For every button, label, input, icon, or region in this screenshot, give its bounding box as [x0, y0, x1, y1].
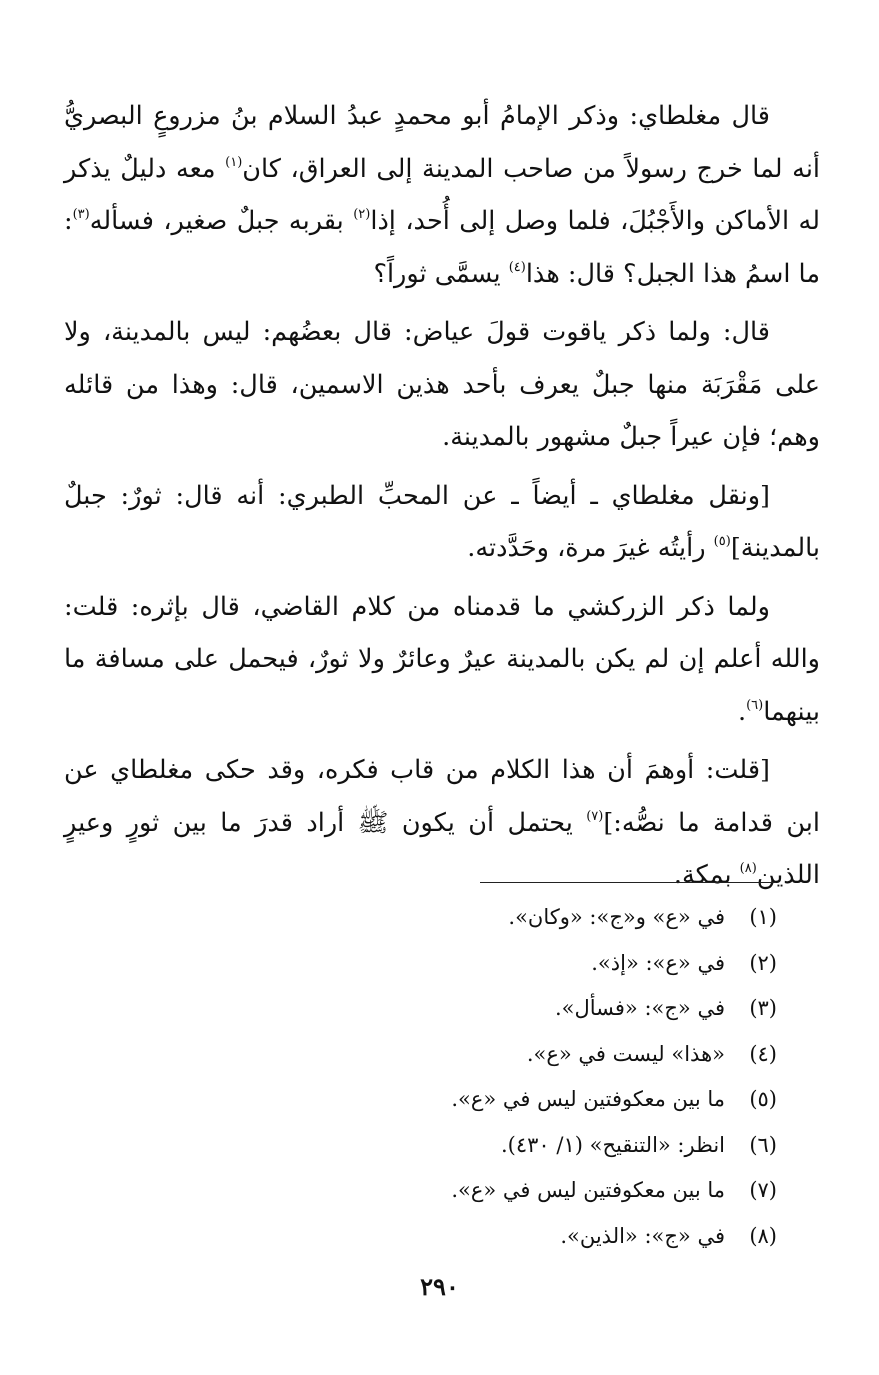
- paragraph: [64, 581, 820, 739]
- text-run: [قلت: أوهمَ أن هذا الكلام من قاب فكره، وقد حكى مغلطاي عن ابن قدامة ما نصُّه:]: [64, 755, 820, 838]
- footnote-marker: (٦): [746, 697, 764, 713]
- footnote-text: «هذا» ليست في «ع».: [526, 1041, 725, 1066]
- footnote-divider: [480, 882, 776, 883]
- footnote-marker: (١): [225, 154, 243, 170]
- footnote: [357, 941, 777, 987]
- footnote-number: (٨): [749, 1223, 777, 1248]
- text-run: بمكة.: [673, 860, 740, 890]
- footnote-number: (٤): [749, 1041, 777, 1066]
- main-text: [64, 90, 820, 908]
- footnote-text: في «ج»: «الذين».: [560, 1223, 725, 1248]
- footnote: [357, 1032, 777, 1078]
- footnote-marker: (٢): [353, 207, 371, 222]
- paragraph: [64, 744, 820, 902]
- footnote: [357, 986, 777, 1032]
- footnotes: [357, 895, 777, 1259]
- text-run: يسمَّى ثوراً؟: [373, 258, 509, 289]
- footnote-marker: (٤): [508, 259, 526, 275]
- page-number: ٢٩٠: [420, 1272, 459, 1301]
- footnote-text: ما بين معكوفتين ليس في «ع».: [451, 1087, 725, 1111]
- footnote-number: (٦): [749, 1132, 777, 1157]
- footnote-number: (١): [749, 905, 777, 929]
- text-run: رأيتُه غيرَ مرة، وحَدَّدته.: [467, 533, 714, 563]
- paragraph: [64, 306, 820, 464]
- footnote-text: ما بين معكوفتين ليس في «ع».: [451, 1178, 725, 1202]
- text-run: ولما ذكر الزركشي ما قدمناه من كلام القاضي، قال بإثره: قلت: والله أعلم إن لم يكن بالمدينة عيرٌ وعائرٌ ولا ثورٌ، فيحمل على مسافة ما بينهما: [64, 591, 820, 727]
- footnote-number: (٥): [749, 1087, 777, 1111]
- footnote: [357, 895, 777, 941]
- footnote-number: (٣): [749, 996, 777, 1020]
- footnote: [357, 1214, 777, 1260]
- footnote-marker: (٧): [586, 808, 604, 824]
- paragraph: [64, 90, 820, 300]
- footnote-number: (٧): [749, 1178, 777, 1202]
- text-run: معه دليلٌ يذكر له الأماكن والأَجْبُلَ، فلما وصل إلى أُحد، إذا: [64, 153, 820, 236]
- footnote-marker: (٨): [739, 861, 757, 876]
- footnote: [357, 1077, 777, 1123]
- footnote: [357, 1123, 777, 1169]
- footnote-marker: (٣): [72, 207, 90, 222]
- text-run: يحتمل أن يكون ﷺ أراد قدرَ ما بين ثورٍ وعيرٍ اللذين: [64, 807, 820, 890]
- footnote-text: في «ع»: «إذ».: [591, 950, 725, 975]
- footnote: [357, 1168, 777, 1214]
- text-run: .: [737, 696, 747, 727]
- text-run: [ونقل مغلطاي ـ أيضاً ـ عن المحبِّ الطبري: أنه قال: ثورٌ: جبلٌ بالمدينة]: [64, 480, 820, 563]
- footnote-text: في «ع» و«ج»: «وكان».: [508, 905, 725, 929]
- text-run: : ما اسمُ هذا الجبل؟ قال: هذا: [64, 206, 820, 289]
- text-run: بقربه جبلٌ صغير، فسأله: [89, 206, 354, 236]
- footnote-number: (٢): [749, 950, 777, 975]
- footnote-text: في «ج»: «فسأل».: [554, 996, 725, 1020]
- paragraph: [64, 470, 820, 575]
- text-run: قال مغلطاي: وذكر الإمامُ أبو محمدٍ عبدُ السلام بنُ مزروعٍ البصريُّ أنه لما خرج رسولاً من صاحب المدينة إلى العراق، كان: [64, 101, 820, 184]
- footnote-marker: (٥): [713, 534, 731, 549]
- text-run: قال: ولما ذكر ياقوت قولَ عياض: قال بعضُهم: ليس بالمدينة، ولا على مَقْرَبَة منها جبلٌ يعرف بأحد هذين الاسمين، قال: وهذا من قائله وهم؛ فإن عيراً جبلٌ مشهور بالمدينة.: [64, 317, 820, 452]
- footnote-text: انظر: «التنقيح» (١/ ٤٣٠).: [501, 1132, 725, 1157]
